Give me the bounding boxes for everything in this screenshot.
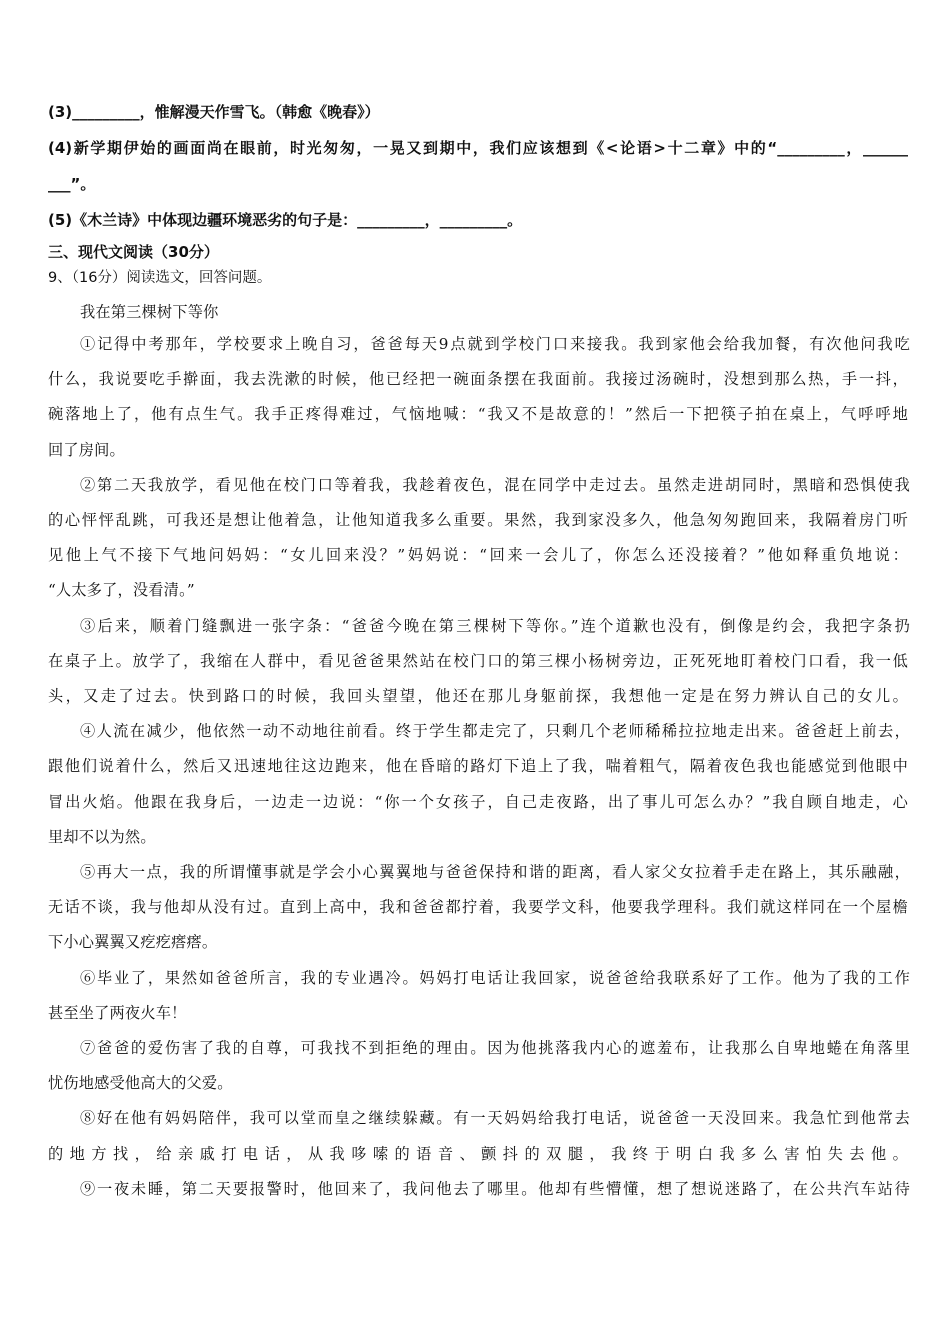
article-line: ②第二天我放学，看见他在校门口等着我，我趁着夜色，混在同学中走过去。虽然走进胡同时，黑暗和恐惧使我 bbox=[80, 475, 910, 494]
article-line: 在桌子上。放学了，我缩在人群中，看见爸爸果然站在校门口的第三棵小杨树旁边，正死死地盯着校门口看，我一低 bbox=[48, 651, 908, 670]
article-line: 下小心翼翼又疙疙瘩瘩。 bbox=[48, 933, 218, 952]
article-line: 无话不谈，我与他却从没有过。直到上高中，我和爸爸都拧着，我要学文科，他要我学理科。我们就这样同在一个屋檐 bbox=[48, 898, 908, 917]
article-line: ⑦爸爸的爱伤害了我的自尊，可我找不到拒绝的理由。因为他挑落我内心的遮羞布，让我那么自卑地蜷在角落里 bbox=[80, 1039, 910, 1057]
article-line: 跟他们说着什么，然后又迅速地往这边跑来，他在昏暗的路灯下追上了我，喘着粗气，隔着夜色我也能感觉到他眼中 bbox=[48, 757, 908, 776]
question-3: (3)_________，惟解漫天作雪飞。（韩愈《晚春》） bbox=[48, 103, 380, 121]
article-line: 冒出火焰。他跟在我身后，一边走一边说：“你一个女孩子，自己走夜路，出了事儿可怎么办？”我自顾自地走，心 bbox=[48, 792, 908, 811]
section-title: 三、现代文阅读（30分） bbox=[48, 243, 219, 261]
question-9-prompt: 9、（16分）阅读选文，回答问题。 bbox=[48, 270, 272, 286]
article-line: ③后来，顺着门缝飘进一张字条：“爸爸今晚在第三棵树下等你。”连个道歉也没有，倒像是约会，我把字条扔 bbox=[80, 616, 910, 635]
article-line: 的地方找，给亲戚打电话，从我哆嗦的语音、颤抖的双腿，我终于明白我多么害怕失去他。 bbox=[48, 1144, 908, 1163]
question-5: (5)《木兰诗》中体现边疆环境恶劣的句子是：_________，_________。 bbox=[48, 211, 523, 229]
question-4-line-1: (4)新学期伊始的画面尚在眼前，时光匆匆，一晃又到期中，我们应该想到《<论语>十二章》中的“_________，______ bbox=[48, 139, 908, 157]
article-line: ⑧好在他有妈妈陪伴，我可以堂而皇之继续躲藏。有一天妈妈给我打电话，说爸爸一天没回来。我急忙到他常去 bbox=[80, 1109, 910, 1128]
article-line: ④人流在减少，他依然一动不动地往前看。终于学生都走完了，只剩几个老师稀稀拉拉地走出来。爸爸赶上前去， bbox=[80, 722, 910, 741]
article-line: 回了房间。 bbox=[48, 440, 125, 459]
article-line: ⑤再大一点，我的所谓懂事就是学会小心翼翼地与爸爸保持和谐的距离，看人家父女拉着手走在路上，其乐融融， bbox=[80, 863, 910, 881]
article-title: 我在第三棵树下等你 bbox=[80, 303, 219, 321]
article-line: 的心怦怦乱跳，可我还是想让他着急，让他知道我多么重要。果然，我到家没多久，他急匆匆跑回来，我隔着房门听 bbox=[48, 511, 908, 529]
article-line: ⑥毕业了，果然如爸爸所言，我的专业遇冷。妈妈打电话让我回家，说爸爸给我联系好了工作。他为了我的工作 bbox=[80, 968, 910, 987]
article-line: 见他上气不接下气地问妈妈：“女儿回来没？”妈妈说：“回来一会儿了，你怎么还没接着？”他如释重负地说： bbox=[48, 546, 908, 565]
article-line: 碗落地上了，他有点生气。我手正疼得难过，气恼地喊：“我又不是故意的！”然后一下把筷子拍在桌上，气呼呼地 bbox=[48, 405, 908, 424]
article-line: 忧伤地感受他高大的父爱。 bbox=[48, 1074, 233, 1093]
article-line: “人太多了，没看清。” bbox=[48, 581, 195, 600]
article-line: 甚至坐了两夜火车！ bbox=[48, 1003, 187, 1022]
article-line: 什么，我说要吃手擀面，我去洗漱的时候，他已经把一碗面条摆在我面前。我接过汤碗时，没想到那么热，手一抖， bbox=[48, 370, 908, 389]
question-4-line-2: ___”。 bbox=[48, 175, 96, 193]
article-line: 里却不以为然。 bbox=[48, 827, 156, 846]
article-line: 头，又走了过去。快到路口的时候，我回头望望，他还在那儿身躯前探，我想他一定是在努力辨认自己的女儿。 bbox=[48, 687, 908, 705]
article-line: ①记得中考那年，学校要求上晚自习，爸爸每天9点就到学校门口来接我。我到家他会给我加餐，有次他问我吃 bbox=[80, 335, 910, 353]
article-line: ⑨一夜未睡，第二天要报警时，他回来了，我问他去了哪里。他却有些懵懂，想了想说迷路了，在公共汽车站待 bbox=[80, 1179, 910, 1198]
